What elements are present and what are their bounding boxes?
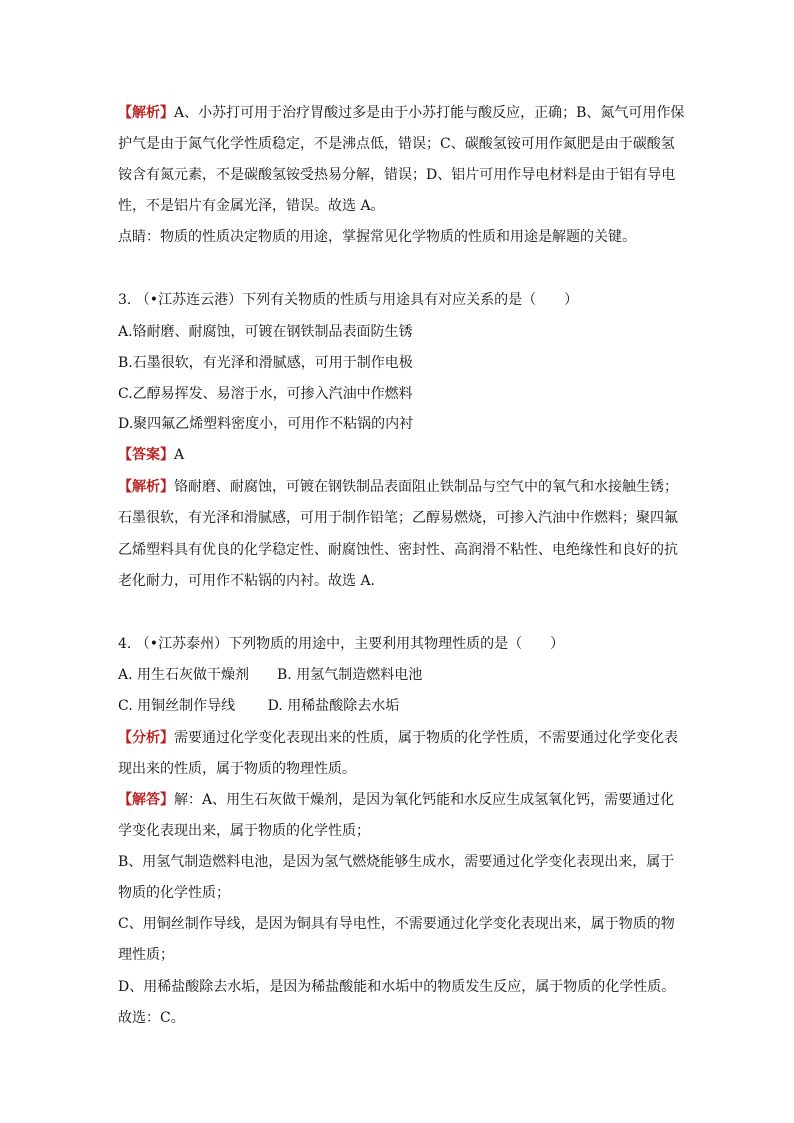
- q3-option-c: C.乙醇易挥发、易溶于水，可掺入汽油中作燃料: [118, 386, 413, 402]
- q4-jieda-line-3: B、用氢气制造燃料电池，是因为氢气燃烧能够生成水，需要通过化学变化表现出来，属于: [118, 854, 675, 870]
- prev-jiexi-line-3: 铵含有氮元素，不是碳酸氢铵受热易分解，错误；D、铝片可用作导电材料是由于铝有导电: [118, 167, 676, 183]
- q4-fenxi-line-2: 现出来的性质，属于物质的物理性质。: [118, 761, 356, 777]
- q3-jiexi-line-3: 乙烯塑料具有优良的化学稳定性、耐腐蚀性、密封性、高润滑不粘性、电绝缘性和良好的抗: [118, 542, 678, 558]
- prev-jiexi-line-4: 性，不是铝片有金属光泽，错误。故选 A。: [118, 198, 385, 214]
- q4-options-row-2: C. 用铜丝制作导线 D. 用稀盐酸除去水垢: [118, 698, 400, 714]
- q3-option-b: B.石墨很软，有光泽和滑腻感，可用于制作电极: [118, 355, 413, 371]
- q4-jieda-line-6: 理性质；: [118, 947, 174, 963]
- q3-jiexi-line-4: 老化耐力，可用作不粘锅的内衬。故选 A.: [118, 573, 376, 589]
- q4-conclusion: 故选：C。: [118, 1010, 185, 1026]
- q4-jieda-line-7: D、用稀盐酸除去水垢，是因为稀盐酸能和水垢中的物质发生反应，属于物质的化学性质。: [118, 979, 676, 995]
- q3-jiexi-line-2: 石墨很软，有光泽和滑腻感，可用于制作铅笔；乙醇易燃烧，可掺入汽油中作燃料；聚四氟: [118, 510, 678, 526]
- daan-tag: 【答案】: [118, 447, 174, 463]
- q4-jieda-line-5: C、用铜丝制作导线，是因为铜具有导电性，不需要通过化学变化表现出来，属于物质的物: [118, 916, 675, 932]
- q4-options-row-1: A. 用生石灰做干燥剂 B. 用氢气制造燃料电池: [118, 667, 423, 683]
- q3-answer: 【答案】A: [118, 447, 185, 463]
- q4-fenxi-line-1: 【分析】需要通过化学变化表现出来的性质，属于物质的化学性质，不需要通过化学变化表: [118, 730, 678, 746]
- q4-jieda-line-2: 学变化表现出来，属于物质的化学性质；: [118, 823, 370, 839]
- q3-stem: 3. （•江苏连云港）下列有关物质的性质与用途具有对应关系的是（ ）: [118, 292, 579, 308]
- q4-jieda-line-4: 物质的化学性质；: [118, 885, 230, 901]
- q3-option-d: D.聚四氟乙烯塑料密度小，可用作不粘锅的内衬: [118, 416, 414, 432]
- prev-jiexi-line-1: 【解析】A、小苏打可用于治疗胃酸过多是由于小苏打能与酸反应，正确；B、氮气可用作保: [118, 105, 685, 121]
- q3-option-a: A.铬耐磨、耐腐蚀，可镀在钢铁制品表面防生锈: [118, 324, 413, 340]
- q4-jieda-line-1: 【解答】解：A、用生石灰做干燥剂，是因为氧化钙能和水反应生成氢氧化钙，需要通过化: [118, 792, 675, 808]
- jiexi-tag: 【解析】: [118, 105, 174, 121]
- jieda-tag: 【解答】: [118, 792, 174, 808]
- jiexi-tag: 【解析】: [118, 479, 174, 495]
- prev-dianjing: 点睛：物质的性质决定物质的用途，掌握常见化学物质的性质和用途是解题的关键。: [118, 229, 636, 245]
- q4-stem: 4. （•江苏泰州）下列物质的用途中，主要利用其物理性质的是（ ）: [118, 636, 565, 652]
- q3-jiexi-line-1: 【解析】铬耐磨、耐腐蚀，可镀在钢铁制品表面阻止铁制品与空气中的氧气和水接触生锈；: [118, 479, 678, 495]
- fenxi-tag: 【分析】: [118, 730, 174, 746]
- prev-jiexi-line-2: 护气是由于氮气化学性质稳定，不是沸点低，错误；C、碳酸氢铵可用作氮肥是由于碳酸氢: [118, 136, 675, 152]
